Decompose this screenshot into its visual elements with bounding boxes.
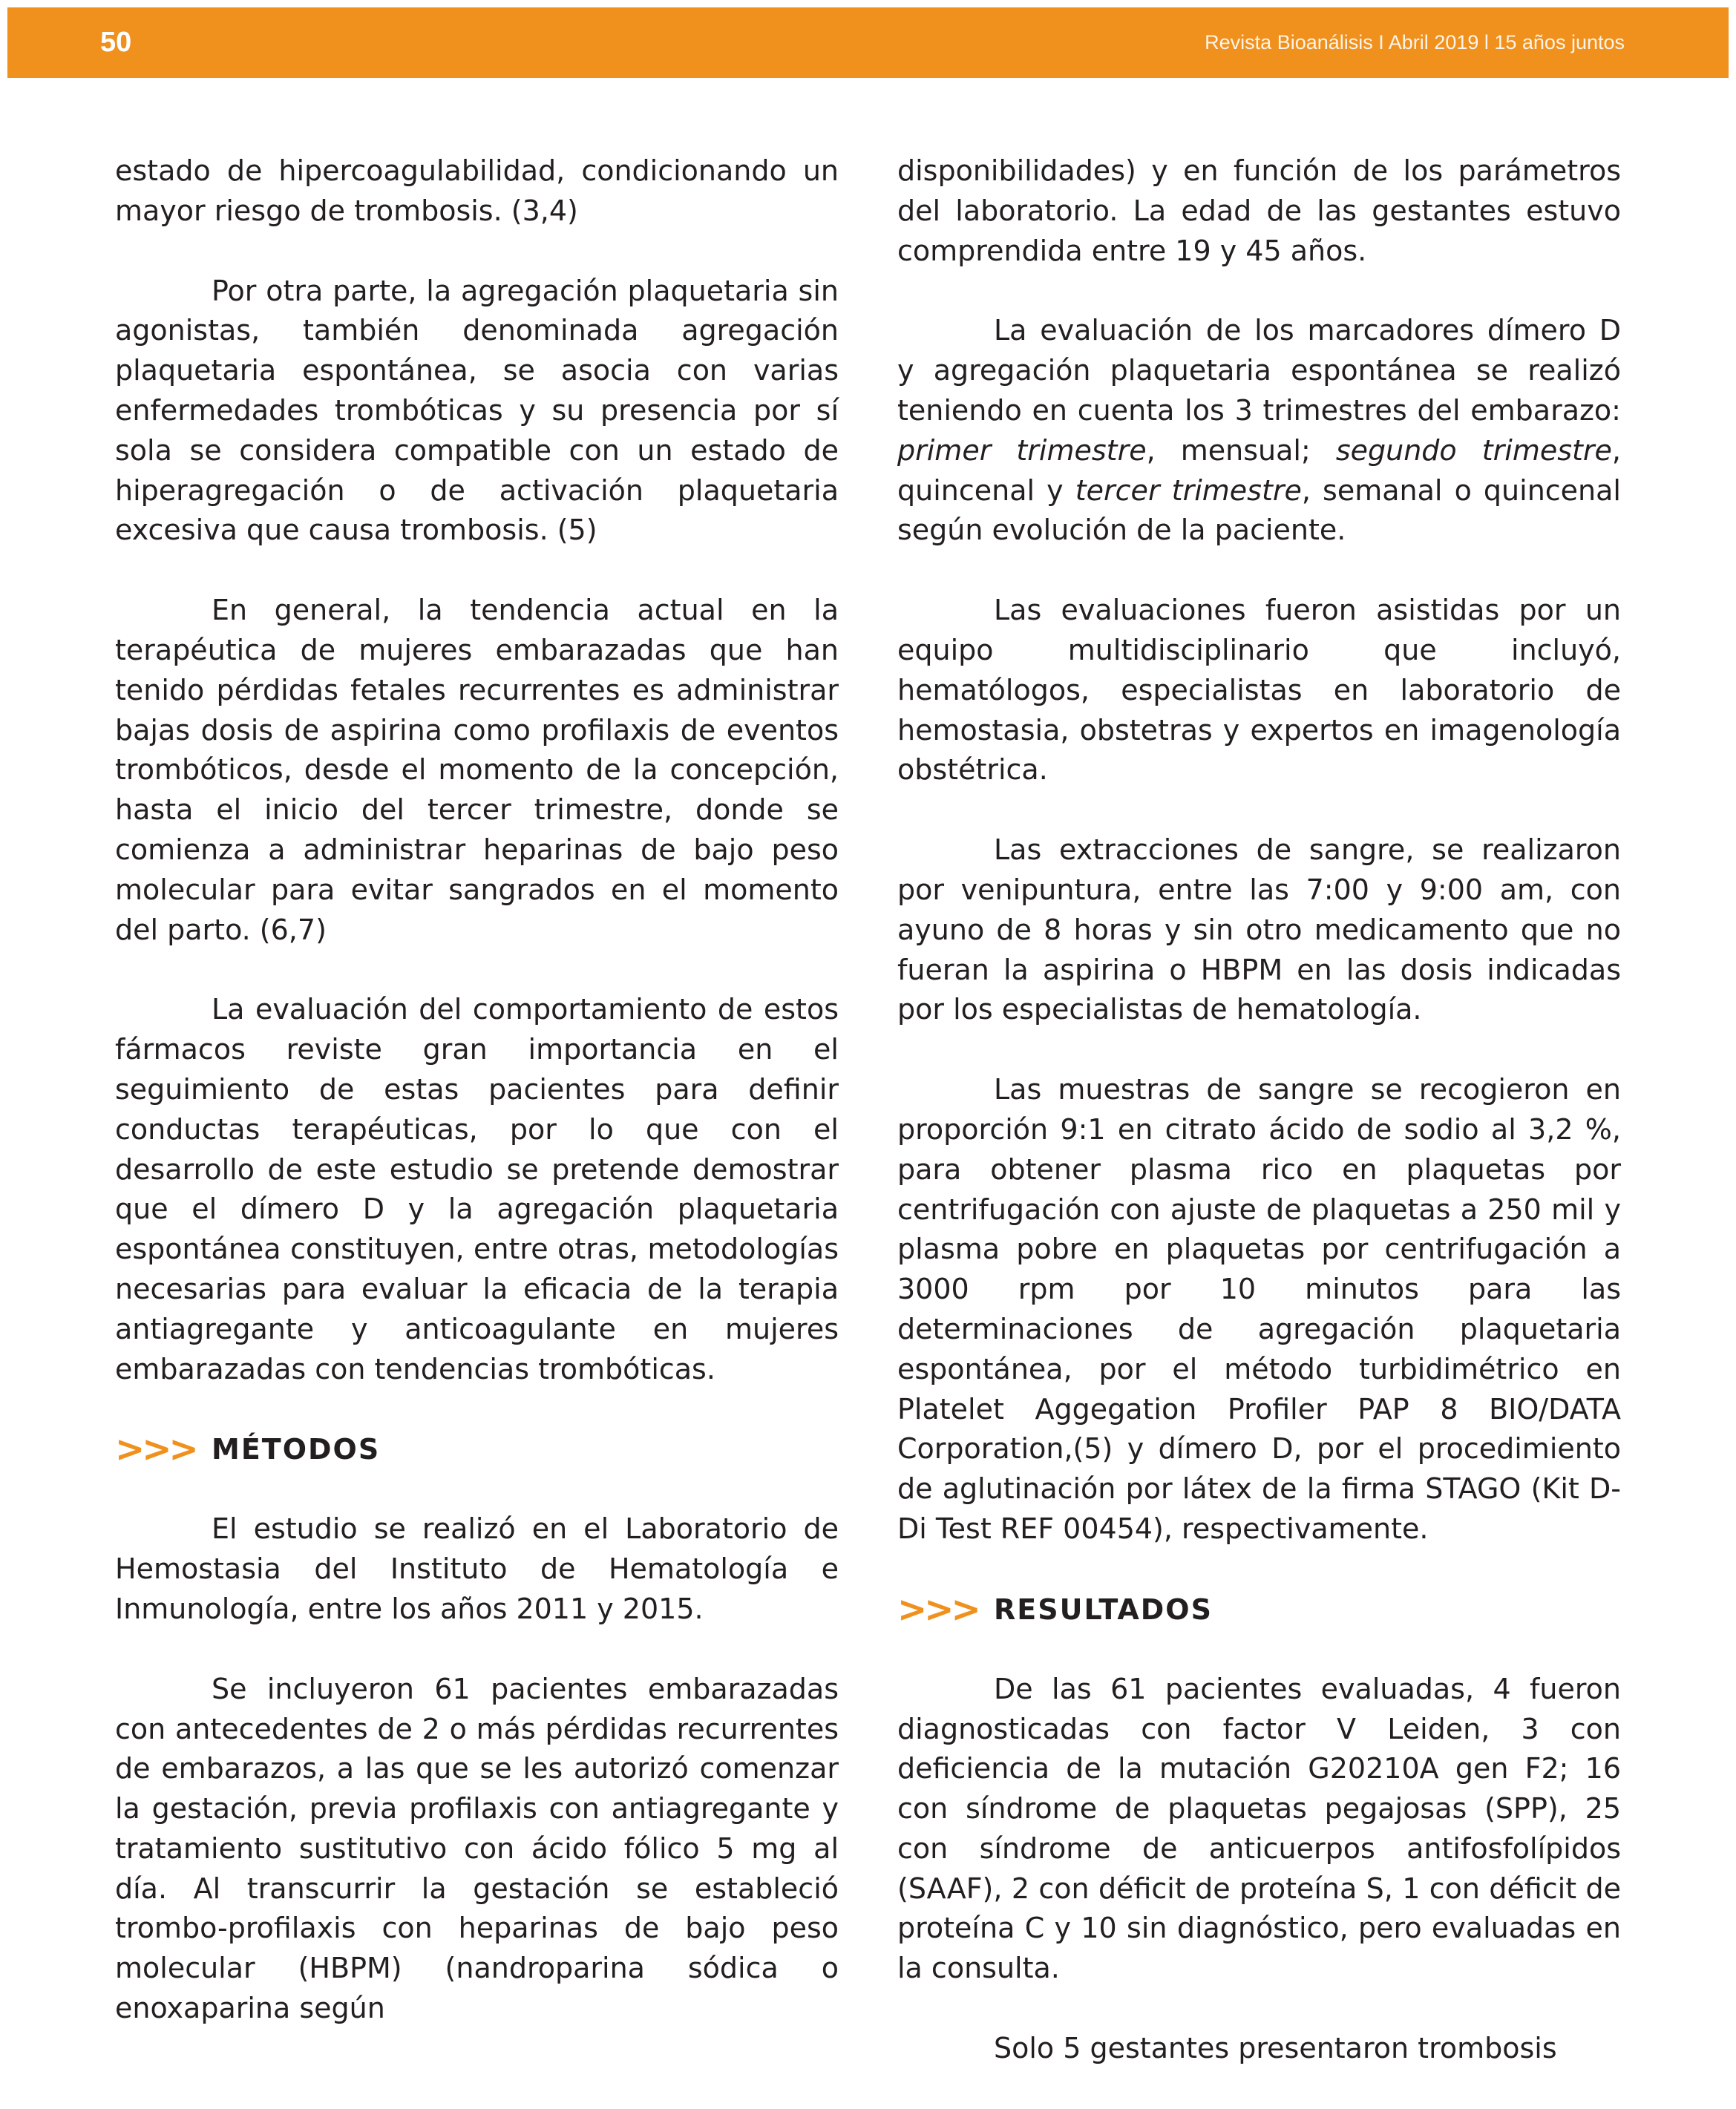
left-column — [115, 151, 839, 2069]
italic-term: primer trimestre — [897, 433, 1147, 467]
paragraph: disponibilidades) y en función de los parámetros del laboratorio. La edad de las gestantes estuvo comprendida entre 19 y 45 años. — [897, 154, 1621, 267]
paragraph: Las extracciones de sangre, se realizaron por venipuntura, entre las 7:00 y 9:00 am, con ayuno de 8 horas y sin otro medicamento que no fueran la aspirina o HBPM en las dosis indicadas por los especialistas de hematología. — [897, 833, 1621, 1026]
triple-chevron-icon: >>> — [897, 1588, 978, 1630]
paragraph: Solo 5 gestantes presentaron trombosis — [994, 2032, 1557, 2065]
text-run: , mensual; — [1146, 433, 1336, 467]
text-run: , quincenal y — [897, 433, 1622, 507]
paragraph: Se incluyeron 61 pacientes embarazadas con antecedentes de 2 o más pérdidas recurrentes de embarazos, a las que se les autorizó comenzar la gestación, previa profilaxis con antiagregante y tratamiento sustitutivo con ácido fólico 5 mg al día. Al transcurrir la gestación se estableció trombo-profilaxis con heparinas de bajo peso molecular (HBPM) (nandroparina sódica o enoxaparina según — [115, 1672, 839, 2025]
text-run: La evaluación de los marcadores dímero D y agregación plaquetaria espontánea se realizó teniendo en cuenta los 3 trimestres del embarazo: — [897, 314, 1621, 427]
text-run: , semanal o quincenal según evolución de la paciente. — [897, 473, 1621, 547]
italic-term: segundo trimestre — [1335, 433, 1612, 467]
section-heading-resultados — [897, 1590, 1621, 1630]
italic-term: tercer trimestre — [1075, 473, 1302, 507]
paragraph: La evaluación del comportamiento de estos fármacos reviste gran importancia en el seguimiento de estas pacientes para definir conductas terapéuticas, por lo que con el desarrollo de este estudio se pretende demostrar que el dímero D y la agregación plaquetaria espontánea constituyen, entre otras, metodologías necesarias para evaluar la eficacia de la terapia antiagregante y anticoagulante en mujeres embarazadas con tendencias trombóticas. — [115, 993, 839, 1385]
paragraph: El estudio se realizó en el Laboratorio de Hemostasia del Instituto de Hematología e Inmunología, entre los años 2011 y 2015. — [115, 1512, 839, 1625]
paragraph — [897, 311, 1621, 551]
page-number: 50 — [100, 27, 132, 58]
paragraph: Por otra parte, la agregación plaquetaria sin agonistas, también denominada agregación plaquetaria espontánea, se asocia con varias enfermedades trombóticas y su presencia por sí sola se considera compatible con un estado de hiperagregación o de activación plaquetaria excesiva que causa trombosis. (5) — [115, 274, 839, 547]
paragraph: estado de hipercoagulabilidad, condicionando un mayor riesgo de trombosis. (3,4) — [115, 154, 839, 227]
paragraph: En general, la tendencia actual en la terapéutica de mujeres embarazadas que han tenido pérdidas fetales recurrentes es administrar bajas dosis de aspirina como profilaxis de eventos trombóticos, desde el momento de la concepción, hasta el inicio del tercer trimestre, donde se comienza a administrar heparinas de bajo peso molecular para evitar sangrados en el momento del parto. (6,7) — [115, 594, 839, 946]
triple-chevron-icon: >>> — [115, 1429, 196, 1471]
right-column — [897, 151, 1621, 2109]
section-heading-metodos — [115, 1429, 839, 1469]
paragraph: Las evaluaciones fueron asistidas por un equipo multidisciplinario que incluyó, hematólogos, especialistas en laboratorio de hemostasia, obstetras y expertos en imagenología obstétrica. — [897, 594, 1621, 787]
header-bar — [7, 7, 1729, 78]
section-title: RESULTADOS — [994, 1593, 1213, 1626]
paragraph: Las muestras de sangre se recogieron en proporción 9:1 en citrato ácido de sodio al 3,2 %, para obtener plasma rico en plaquetas por centrifugación con ajuste de plaquetas a 250 mil y plasma pobre en plaquetas por centrifugación a 3000 rpm por 10 minutos para las determinaciones de agregación plaquetaria espontánea, por el método turbidimétrico en Platelet Aggegation Profiler PAP 8 BIO/DATA Corporation,(5) y dímero D, por el procedimiento de aglutinación por látex de la firma STAGO (Kit D-Di Test REF 00454), respectivamente. — [897, 1073, 1621, 1545]
paragraph: De las 61 pacientes evaluadas, 4 fueron diagnosticadas con factor V Leiden, 3 con deficiencia de la mutación G20210A gen F2; 16 con síndrome de plaquetas pegajosas (SPP), 25 con síndrome de anticuerpos antifosfolípidos (SAAF), 2 con déficit de proteína S, 1 con déficit de proteína C y 10 sin diagnóstico, pero evaluadas en la consulta. — [897, 1672, 1621, 1985]
running-head: Revista Bioanálisis I Abril 2019 l 15 años juntos — [1205, 31, 1625, 53]
section-title: MÉTODOS — [212, 1433, 381, 1466]
